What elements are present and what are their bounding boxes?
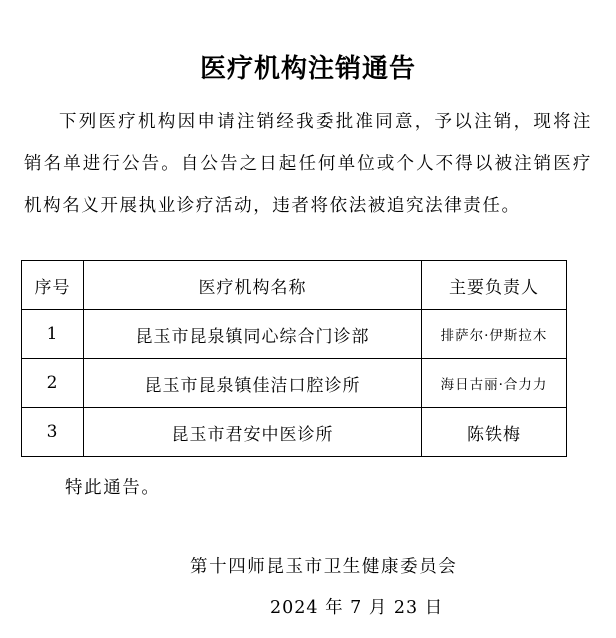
header-institution-name: 医疗机构名称 <box>84 261 422 310</box>
document-title: 医疗机构注销通告 <box>199 54 416 84</box>
row-person-in-charge: 陈铁梅 <box>422 408 567 457</box>
table-row <box>22 310 567 359</box>
row-person-in-charge: 海日古丽·合力力 <box>422 359 567 408</box>
issue-date: 2024 年 7 月 23 日 <box>270 598 444 618</box>
row-institution-name: 昆玉市昆泉镇佳洁口腔诊所 <box>84 359 422 408</box>
row-index: 2 <box>22 359 84 408</box>
table-row <box>22 408 567 457</box>
notice-body: 下列医疗机构因申请注销经我委批准同意，予以注销，现将注销名单进行公告。自公告之日起任何单位或个人不得以被注销医疗机构名义开展执业诊疗活动，违者将依法被追究法律责任。 <box>24 112 592 216</box>
row-institution-name: 昆玉市君安中医诊所 <box>84 408 422 457</box>
row-index: 1 <box>22 310 84 359</box>
closing-text: 特此通告。 <box>65 478 161 498</box>
table-row <box>22 359 567 408</box>
institution-table <box>21 260 567 457</box>
header-person-in-charge: 主要负责人 <box>422 261 567 310</box>
table-header-row <box>22 261 567 310</box>
row-institution-name: 昆玉市昆泉镇同心综合门诊部 <box>84 310 422 359</box>
row-person-in-charge: 排萨尔·伊斯拉木 <box>422 310 567 359</box>
row-index: 3 <box>22 408 84 457</box>
issuing-authority: 第十四师昆玉市卫生健康委员会 <box>190 557 458 577</box>
header-index: 序号 <box>22 261 84 310</box>
